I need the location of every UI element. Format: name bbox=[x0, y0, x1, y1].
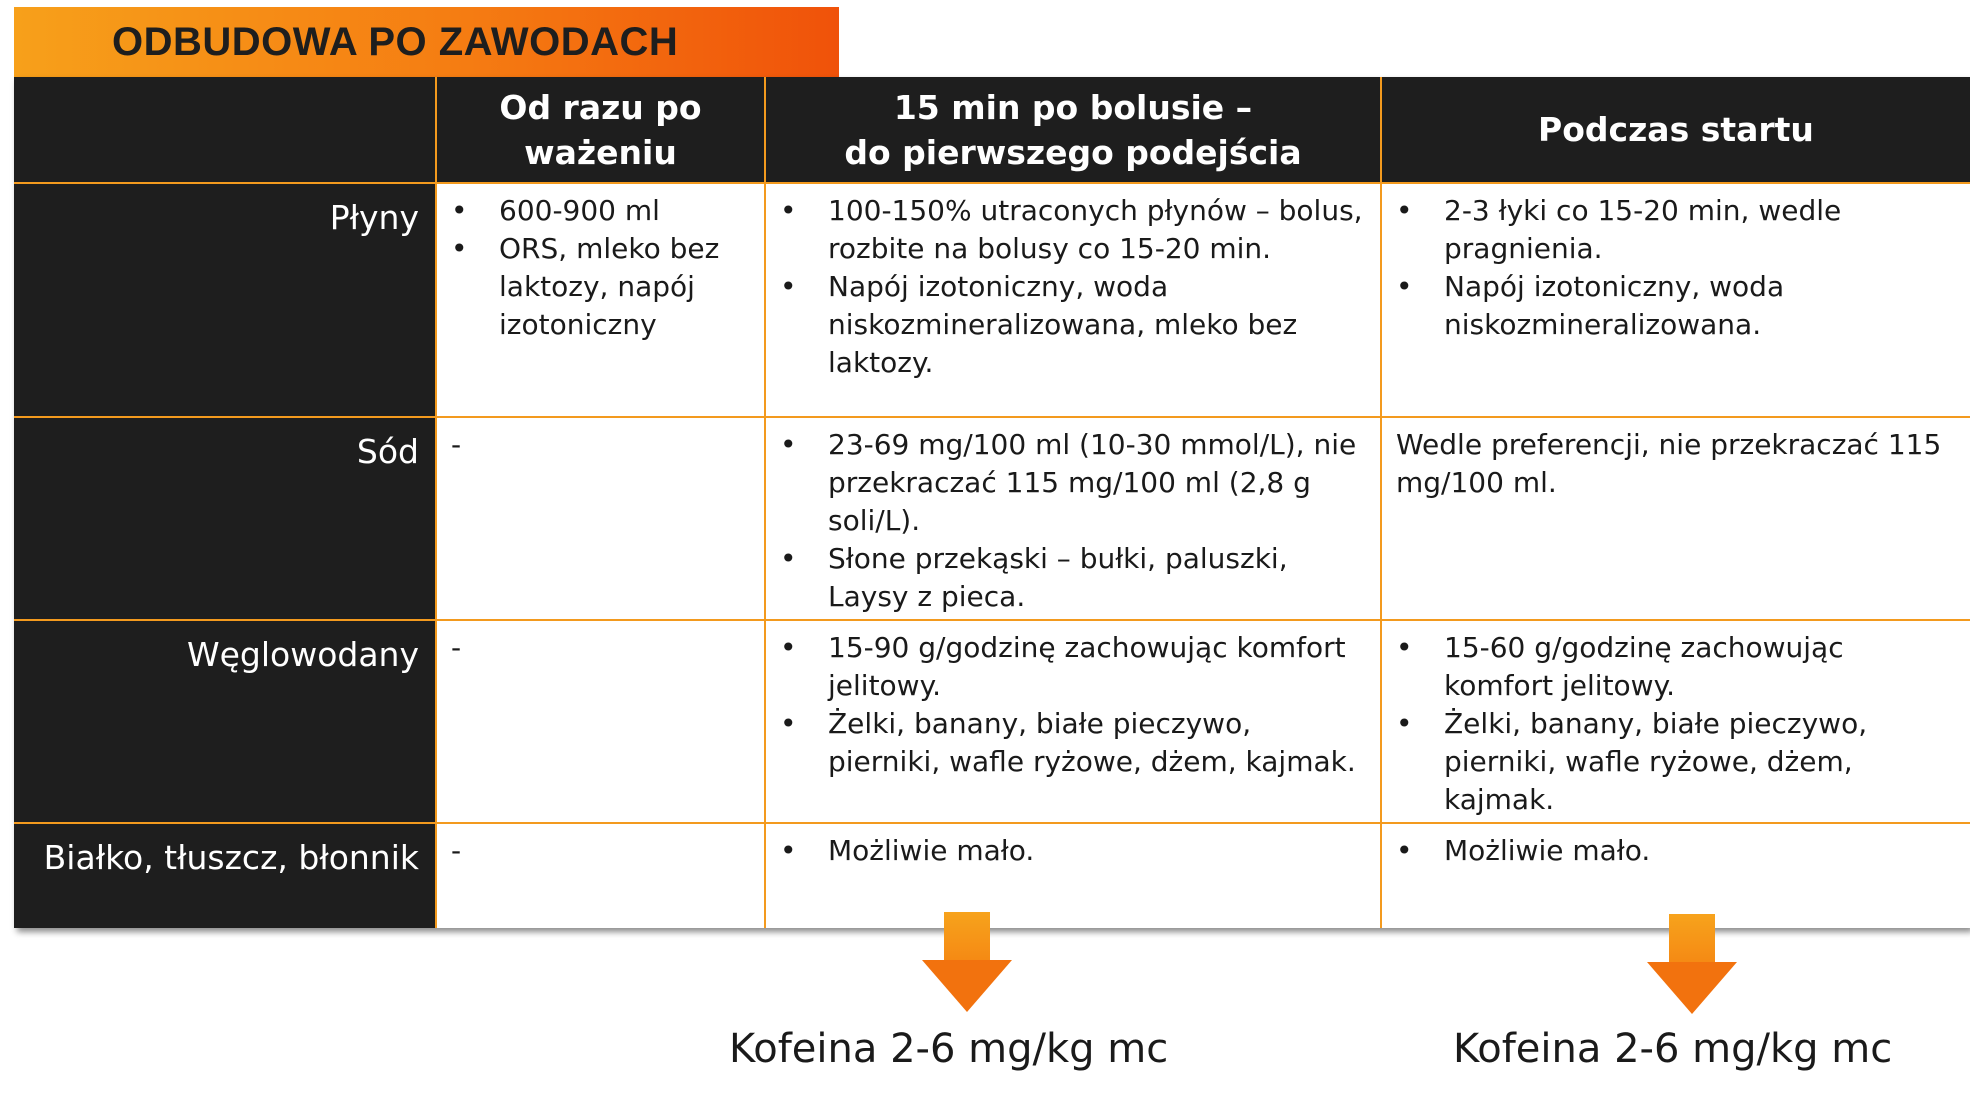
table-cell bbox=[436, 417, 765, 620]
list-item: • 600-900 ml bbox=[451, 192, 750, 230]
bullet-list bbox=[1396, 629, 1956, 819]
bullet-list bbox=[780, 832, 1366, 870]
list-item: • Możliwie mało. bbox=[1396, 832, 1956, 870]
bullet-list bbox=[1396, 192, 1956, 344]
column-header: Podczas startu bbox=[1381, 77, 1970, 183]
recovery-table bbox=[14, 77, 1970, 928]
table-cell bbox=[1381, 823, 1970, 928]
table-row bbox=[14, 183, 1970, 417]
table-cell bbox=[436, 823, 765, 928]
cell-text: - bbox=[451, 428, 462, 461]
list-item: • Napój izotoniczny, woda niskozmineralizowana, mleko bez laktozy. bbox=[780, 268, 1366, 382]
table-cell bbox=[436, 620, 765, 823]
table-cell bbox=[1381, 620, 1970, 823]
caffeine-note: Kofeina 2-6 mg/kg mc bbox=[729, 1026, 1169, 1072]
bullet-list bbox=[451, 192, 750, 344]
cell-text: - bbox=[451, 631, 462, 664]
table-cell bbox=[765, 417, 1381, 620]
list-item: • 23-69 mg/100 ml (10-30 mmol/L), nie przekraczać 115 mg/100 ml (2,8 g soli/L). bbox=[780, 426, 1366, 540]
table-cell bbox=[765, 183, 1381, 417]
list-item: • Żelki, banany, białe pieczywo, pierniki, wafle ryżowe, dżem, kajmak. bbox=[1396, 705, 1956, 819]
caffeine-note: Kofeina 2-6 mg/kg mc bbox=[1453, 1026, 1893, 1072]
recovery-grid bbox=[14, 77, 1970, 928]
table-cell bbox=[765, 823, 1381, 928]
list-item: • 15-90 g/godzinę zachowując komfort jelitowy. bbox=[780, 629, 1366, 705]
row-label: Sód bbox=[14, 417, 436, 620]
down-arrow-icon bbox=[1647, 914, 1737, 1014]
table-cell bbox=[1381, 183, 1970, 417]
list-item: • 15-60 g/godzinę zachowując komfort jelitowy. bbox=[1396, 629, 1956, 705]
cell-text: Wedle preferencji, nie przekraczać 115 mg/100 ml. bbox=[1396, 428, 1942, 499]
table-row bbox=[14, 620, 1970, 823]
column-header: 15 min po bolusie – do pierwszego podejścia bbox=[765, 77, 1381, 183]
header-row bbox=[14, 77, 1970, 183]
list-item: • 2-3 łyki co 15-20 min, wedle pragnienia. bbox=[1396, 192, 1956, 268]
list-item: • Żelki, banany, białe pieczywo, pierniki, wafle ryżowe, dżem, kajmak. bbox=[780, 705, 1366, 781]
column-header: Od razu po ważeniu bbox=[436, 77, 765, 183]
row-label: Białko, tłuszcz, błonnik bbox=[14, 823, 436, 928]
cell-text: - bbox=[451, 834, 462, 867]
list-item: • ORS, mleko bez laktozy, napój izotoniczny bbox=[451, 230, 750, 344]
list-item: • Możliwie mało. bbox=[780, 832, 1366, 870]
row-label: Płyny bbox=[14, 183, 436, 417]
bullet-list bbox=[780, 426, 1366, 616]
list-item: • Napój izotoniczny, woda niskozmineralizowana. bbox=[1396, 268, 1956, 344]
list-item: • 100-150% utraconych płynów – bolus, rozbite na bolusy co 15-20 min. bbox=[780, 192, 1366, 268]
table-cell bbox=[436, 183, 765, 417]
table-cell bbox=[1381, 417, 1970, 620]
table-cell bbox=[765, 620, 1381, 823]
bullet-list bbox=[780, 192, 1366, 382]
down-arrow-icon bbox=[922, 912, 1012, 1012]
page-title: ODBUDOWA PO ZAWODACH bbox=[112, 19, 679, 64]
list-item: • Słone przekąski – bułki, paluszki, Laysy z pieca. bbox=[780, 540, 1366, 616]
row-label: Węglowodany bbox=[14, 620, 436, 823]
header-corner bbox=[14, 77, 436, 183]
table-row bbox=[14, 417, 1970, 620]
bullet-list bbox=[780, 629, 1366, 781]
title-banner bbox=[14, 7, 839, 77]
bullet-list bbox=[1396, 832, 1956, 870]
